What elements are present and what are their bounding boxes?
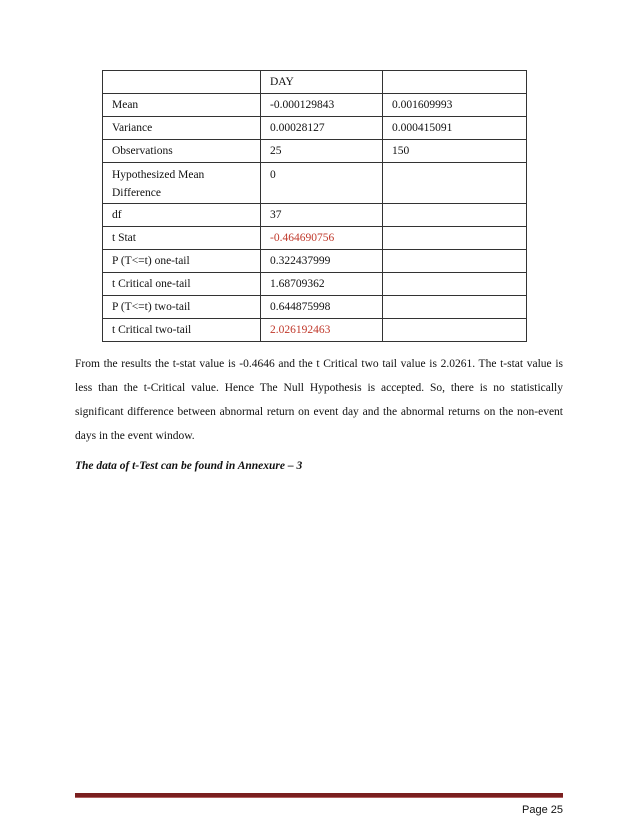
table-header-row bbox=[103, 71, 527, 94]
row-label: t Critical two-tail bbox=[103, 319, 261, 342]
table-row bbox=[103, 140, 527, 163]
table-row bbox=[103, 296, 527, 319]
row-label: df bbox=[103, 204, 261, 227]
row-label: Variance bbox=[103, 117, 261, 140]
cell-value: 25 bbox=[261, 140, 383, 163]
cell-value: 0 bbox=[261, 163, 383, 204]
footer-rule bbox=[75, 793, 563, 798]
results-paragraph: From the results the t-stat value is -0.4646 and the t Critical two tail value is 2.0261. The t-stat value is less than the t-Critical value. Hence The Null Hypothesis is accepted. So, there is no statistically significant difference between abnormal return on event day and the abnormal returns on the non-event days in the event window. bbox=[75, 358, 563, 442]
cell-value: 0.00028127 bbox=[261, 117, 383, 140]
cell-value: 0.644875998 bbox=[261, 296, 383, 319]
cell-value bbox=[383, 273, 527, 296]
table-header-cell: DAY bbox=[261, 71, 383, 94]
cell-value bbox=[383, 296, 527, 319]
cell-value: 1.68709362 bbox=[261, 273, 383, 296]
table-row bbox=[103, 204, 527, 227]
table-row bbox=[103, 250, 527, 273]
cell-value bbox=[383, 227, 527, 250]
row-label: Observations bbox=[103, 140, 261, 163]
cell-value bbox=[383, 319, 527, 342]
row-label-line: Difference bbox=[112, 187, 161, 199]
row-label-line: Hypothesized Mean bbox=[112, 169, 205, 181]
cell-value bbox=[383, 250, 527, 273]
cell-value-highlight: 2.026192463 bbox=[261, 319, 383, 342]
cell-value bbox=[383, 163, 527, 204]
row-label: P (T<=t) two-tail bbox=[103, 296, 261, 319]
row-label: t Critical one-tail bbox=[103, 273, 261, 296]
cell-value-highlight: -0.464690756 bbox=[261, 227, 383, 250]
table-row bbox=[103, 117, 527, 140]
t-test-table bbox=[102, 70, 527, 342]
row-label: t Stat bbox=[103, 227, 261, 250]
table-header-cell bbox=[103, 71, 261, 94]
cell-value: -0.000129843 bbox=[261, 94, 383, 117]
table-row bbox=[103, 94, 527, 117]
row-label: P (T<=t) one-tail bbox=[103, 250, 261, 273]
row-label: Mean bbox=[103, 94, 261, 117]
cell-value bbox=[383, 204, 527, 227]
table-row bbox=[103, 319, 527, 342]
row-label bbox=[103, 163, 261, 204]
page-number: Page 25 bbox=[522, 804, 563, 816]
cell-value: 150 bbox=[383, 140, 527, 163]
table-header-cell bbox=[383, 71, 527, 94]
table-row bbox=[103, 227, 527, 250]
cell-value: 37 bbox=[261, 204, 383, 227]
table-row bbox=[103, 163, 527, 204]
table-row bbox=[103, 273, 527, 296]
cell-value: 0.322437999 bbox=[261, 250, 383, 273]
cell-value: 0.000415091 bbox=[383, 117, 527, 140]
annexure-note: The data of t-Test can be found in Annexure – 3 bbox=[75, 460, 303, 472]
cell-value: 0.001609993 bbox=[383, 94, 527, 117]
